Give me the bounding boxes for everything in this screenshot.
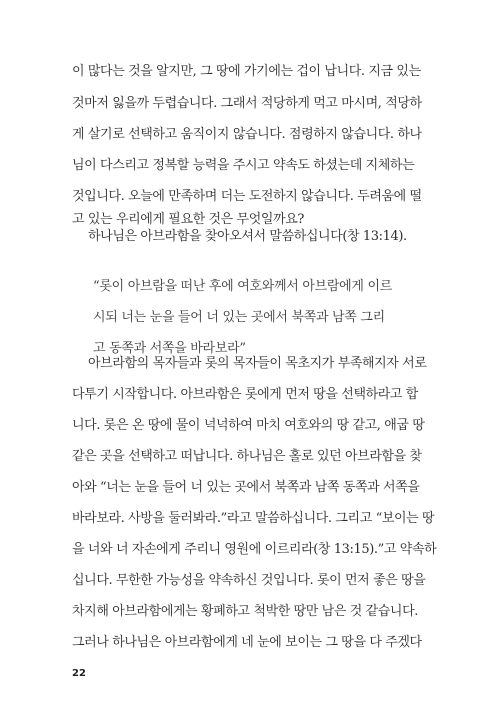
paragraph-2-line-2: 다투기 시작합니다. 아브라함은 롯에게 먼저 땅을 선택하라고 합 xyxy=(72,387,418,402)
quote-line-3: 고 동쪽과 서쪽을 바라보라” xyxy=(93,341,246,356)
paragraph-2-line-10: 그러나 하나님은 아브라함에게 네 눈에 보이는 그 땅을 다 주겠다 xyxy=(72,635,422,650)
quote-line-2: 시되 너는 눈을 들어 너 있는 곳에서 북쪽과 남쪽 그리 xyxy=(93,310,385,325)
page-number: 22 xyxy=(72,668,86,679)
paragraph-2-line-4: 같은 곳을 선택하고 떠납니다. 하나님은 홀로 있던 아브라함을 찾 xyxy=(72,449,422,464)
quote-line-1: “롯이 아브람을 떠난 후에 여호와께서 아브람에게 이르 xyxy=(93,279,393,294)
paragraph-2-line-7: 을 너와 너 자손에게 주리니 영원에 이르리라(창 13:15).”고 약속하 xyxy=(72,542,437,557)
paragraph-2-line-9: 차지해 아브라함에게는 황폐하고 척박한 땅만 남은 것 같습니다. xyxy=(72,604,418,619)
paragraph-2-line-6: 바라보라. 사방을 둘러봐라.”라고 말씀하십니다. 그리고 “보이는 땅 xyxy=(72,511,435,526)
paragraph-1-line-6: 고 있는 우리에게 필요한 것은 무엇일까요? xyxy=(72,212,304,227)
paragraph-2-line-3: 니다. 롯은 온 땅에 물이 넉넉하여 마치 여호와의 땅 같고, 애굽 땅 xyxy=(72,418,425,433)
paragraph-2-line-8: 십니다. 무한한 가능성을 약속하신 것입니다. 롯이 먼저 좋은 땅을 xyxy=(72,573,426,588)
paragraph-2-line-1: 아브라함의 목자들과 롯의 목자들이 목초지가 부족해지자 서로 xyxy=(88,356,427,371)
intro-line: 하나님은 아브라함을 찾아오셔서 말씀하십니다(창 13:14). xyxy=(88,229,407,244)
paragraph-2-line-5: 아와 “너는 눈을 들어 너 있는 곳에서 북쪽과 남쪽 동쪽과 서쪽을 xyxy=(72,480,420,495)
paragraph-1-line-2: 것마저 잃을까 두렵습니다. 그래서 적당하게 먹고 마시며, 적당하 xyxy=(72,96,422,111)
paragraph-1-line-5: 것입니다. 오늘에 만족하며 더는 도전하지 않습니다. 두려움에 떨 xyxy=(72,189,422,204)
paragraph-1-line-3: 게 살기로 선택하고 움직이지 않습니다. 점령하지 않습니다. 하나 xyxy=(72,127,422,142)
paragraph-1-line-4: 님이 다스리고 정복할 능력을 주시고 약속도 하셨는데 지체하는 xyxy=(72,158,415,173)
paragraph-1-line-1: 이 많다는 것을 알지만, 그 땅에 가기에는 겁이 납니다. 지금 있는 xyxy=(72,64,421,79)
